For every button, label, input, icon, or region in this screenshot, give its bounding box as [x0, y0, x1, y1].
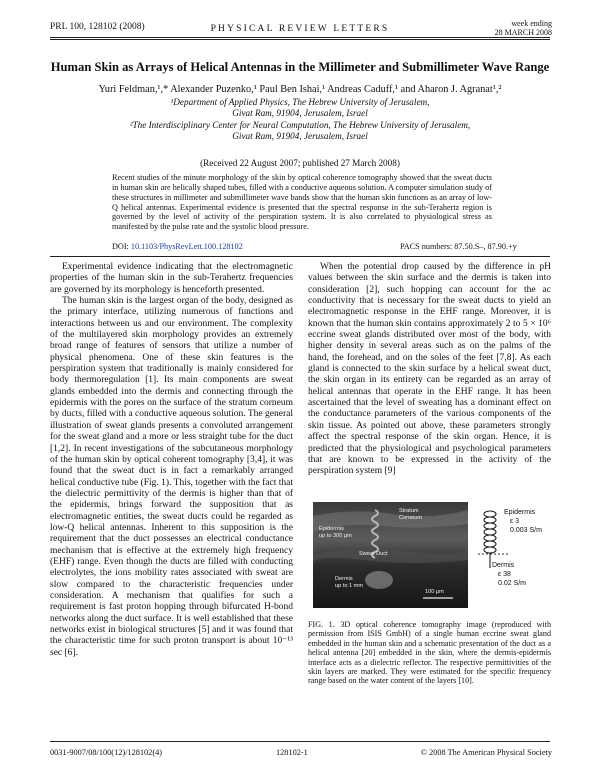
left-column: [50, 262, 293, 659]
label-sweat-duct: Sweat Duct: [359, 551, 388, 557]
footer-code: 0031-9007/08/100(12)/128102(4): [50, 748, 162, 757]
received-dates: (Received 22 August 2007; published 27 March 2008): [200, 158, 400, 168]
schematic-dermis-sigma: 0.02 S/m: [498, 580, 527, 587]
scale-bar-label: 100 μm: [425, 589, 444, 595]
issue-date: [495, 19, 552, 37]
affiliation-2: ²The Interdisciplinary Center for Neural Computation, The Hebrew University of Jerusalem,: [129, 120, 471, 130]
schematic-epidermis-label: Epidermis: [504, 509, 536, 516]
author-list: Yuri Feldman,¹,* Alexander Puzenko,¹ Paul Ben Ishai,¹ Andreas Caduff,¹ and Aharon J. Agranat¹,²: [98, 84, 502, 95]
issue-date-line1: week ending: [511, 19, 552, 28]
figure-caption: FIG. 1. 3D optical coherence tomography image (reproduced with permission from ISIS GmbH) of a single human eccrine sweat gland embedded in the human skin and a schematic presentation of the duct as a helical antenna [20] embedded in the skin, where the dermis-epidermis interface acts as a dielectric reflector. The respective permittivities of the skin layers are marked. They were estimated for the specific frequency range based on the water content of the layers [10].: [308, 620, 551, 686]
schematic-epidermis-sigma: 0.003 S/m: [510, 527, 542, 534]
doi-line: [112, 242, 243, 251]
affiliation-1-address: Givat Ram, 91904, Jerusalem, Israel: [232, 108, 368, 118]
right-column: [308, 262, 551, 478]
page-number: 128102-1: [276, 748, 308, 757]
affiliation-2-address: Givat Ram, 91904, Jerusalem, Israel: [232, 131, 368, 141]
abstract-rule: [50, 256, 550, 257]
copyright: © 2008 The American Physical Society: [420, 748, 552, 757]
label-epidermis-text: Epidermis up to 300 μm: [319, 526, 352, 539]
body-paragraph-right: When the potential drop caused by the difference in pH values between the skin surface and the dermis is taken into consideration [2], such hopping can account for the ac conductivity that is necessary for the sweat ducts to yield an electromagnetic response in the EHF range. Moreover, it is known that the human skin contains approximately 2 to 5 × 10⁶ eccrine sweat glands distributed over most of the body, with higher density in several areas such as on the palms of the hand, the forehead, and on the soles of the feet [7,8]. As each gland is connected to the skin surface by a helical sweat duct, the skin organ in its entirety can be regarded as an array of helical antennas that operate in the EHF range. It has been ascertained that the level of sweating has a dominant effect on the conductance parameters of the various components of the skin tissue. As pointed out above, these parameters strongly affect the spectral response of the skin organ. Hence, it is predicted that the physiological and psychological parameters that are known to be expressed in the activity of the perspiration system [9]: [308, 262, 551, 477]
label-stratum-corneum: [399, 508, 422, 521]
journal-name: PHYSICAL REVIEW LETTERS: [210, 24, 390, 34]
intro-paragraph: Experimental evidence indicating that the electromagnetic properties of the human skin in the sub-Terahertz frequencies are governed by its morphology is henceforth presented.: [50, 262, 293, 295]
label-dermis-text: Dermis up to 1 mm: [335, 576, 363, 589]
journal-citation: PRL 100, 128102 (2008): [50, 22, 145, 32]
header-rule: [50, 37, 550, 38]
schematic-dermis-eps: ε 38: [498, 571, 511, 578]
doi-label: DOI:: [112, 242, 129, 251]
body-paragraph: The human skin is the largest organ of the body, designed as the primary interface, utilizing numerous of functions and interactions between us and our environment. The complexity of the multilayered skin morphology provides an extremely broad range of features of sensors that utilize a number of physical phenomena. One of these skin features is the perspiration system that traditionally is mainly considered for body thermoregulation [1]. Its main components are sweat glands embedded into the dermis and connecting through the epidermis with the pores on the surface of the stratum corneum by ducts, filled with a conductive aqueous solution. The general illustration of sweat glands presents a convoluted arrangement for the sweat gland and a more or less straight tube for the duct [1,2]. In recent investigations of the subcutaneous morphology of the human skin by optical coherent tomography [3,4], it was found that the sweat duct is in fact a remarkably arranged helical conductive tube (Fig. 1). This, together with the fact that the dielectric permittivity of the dermis is higher than that of the epidermis, brings forward the supposition that as electromagnetic entities, the sweat ducts could be regarded as low-Q helical antennas. Inherent to this supposition is the requirement that the duct possesses an electrical conductance mechanism that is effective at the extremely high frequency (EHF) range. Even though the ducts are filled with conducting electrolytes, the ions mobility rates associated with sweat are slow compared to the characteristic frequencies under consideration. A mechanism that qualifies for such a requirement is fast proton hopping through bifurcated H-bond networks along the duct surface. It is well established that these networks exist in biological structures [5] and it was found that the characteristic time for such proton transport is about 10⁻¹³ sec [6].: [50, 296, 293, 658]
label-epidermis: [319, 526, 352, 539]
oct-image: [313, 502, 468, 608]
doi-link[interactable]: 10.1103/PhysRevLett.100.128102: [130, 242, 243, 251]
abstract: Recent studies of the minute morphology of the skin by optical coherence tomography showed that the sweat ducts in human skin are helically shaped tubes, filled with a conductive aqueous solution. A computer simulation study of these structures in millimeter and submillimeter wave bands show that the human skin functions as an array of low-Q helical antennas. Experimental evidence is presented that the spectral response in the sub-Terahertz region is governed by the level of activity of the perspiration system. It is also correlated to physiological stress as manifested by the pulse rate and the systolic blood pressure.: [112, 173, 492, 232]
label-dermis: [335, 576, 363, 589]
affiliation-1: ¹Department of Applied Physics, The Hebrew University of Jerusalem,: [170, 97, 430, 107]
footer-rule: [50, 741, 550, 742]
helix-schematic: [476, 508, 556, 608]
paper-title: Human Skin as Arrays of Helical Antennas in the Millimeter and Submillimeter Wave Range: [50, 60, 550, 74]
issue-date-line2: 28 MARCH 2008: [494, 28, 552, 37]
pacs-numbers: PACS numbers: 87.50.S–, 87.90.+y: [400, 242, 517, 251]
schematic-epidermis-eps: ε 3: [510, 518, 519, 525]
label-stratum-corneum-text: Stratum Corneum: [399, 508, 423, 521]
schematic-dermis-label: Dermis: [492, 562, 515, 569]
oct-image-graphic: [313, 502, 468, 608]
header-rule-second: [50, 39, 550, 40]
